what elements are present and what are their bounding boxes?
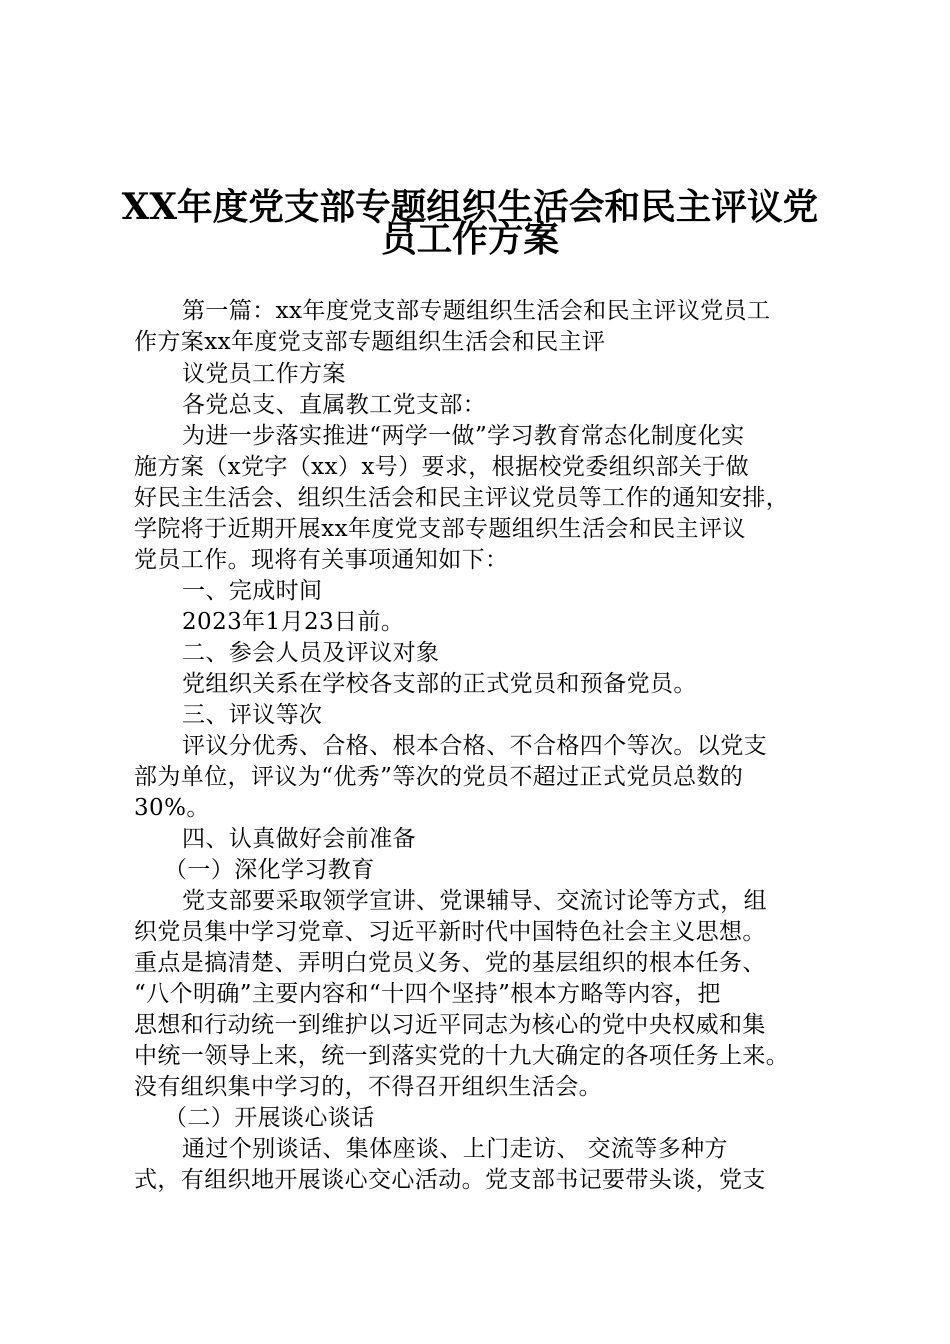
body-line: 学院将于近期开展xx年度党支部专题组织生活会和民主评议: [134, 516, 746, 542]
body-line: 施方案（x党字（xx）x号）要求，根据校党委组织部关于做: [134, 454, 750, 480]
body-line: 30%。: [134, 795, 210, 821]
body-line: 通过个别谈话、集体座谈、上门走访、 交流等多种方: [182, 1136, 728, 1162]
section-heading: 一、完成时间: [182, 578, 323, 604]
body-line: 2023年1月23日前。: [182, 609, 405, 635]
body-line: 部为单位，评议为“优秀”等次的党员不超过正式党员总数的: [134, 764, 744, 790]
body-line: 党支部要采取领学宣讲、党课辅导、交流讨论等方式，组: [182, 888, 767, 914]
section-heading: 三、评议等次: [182, 702, 323, 728]
body-line: 中统一领导上来，统一到落实党的十九大确定的各项任务上来。: [134, 1043, 790, 1069]
section-heading: 二、参会人员及评议对象: [182, 640, 440, 666]
body-line: “八个明确”主要内容和“十四个坚持”根本方略等内容，把: [134, 981, 721, 1007]
body-line: 重点是搞清楚、弄明白党员义务、党的基层组织的根本任务、: [134, 950, 766, 976]
subsection-heading: （一）深化学习教育: [164, 857, 375, 883]
body-line: 作方案xx年度党支部专题组织生活会和民主评: [134, 329, 606, 355]
body-line: 各党总支、直属教工党支部：: [182, 392, 487, 418]
body-line: 党员工作。现将有关事项通知如下：: [134, 547, 509, 573]
document-title-line-1: XX年度党支部专题组织生活会和民主评议党: [121, 186, 819, 228]
section-heading: 四、认真做好会前准备: [182, 826, 416, 852]
body-line: 式，有组织地开展谈心交心活动。党支部书记要带头谈，党支: [134, 1167, 766, 1193]
document-title-line-2: 员工作方案: [380, 218, 560, 260]
body-line: 思想和行动统一到维护以习近平同志为核心的党中央权威和集: [134, 1012, 766, 1038]
body-line: 为进一步落实推进“两学一做”学习教育常态化制度化实: [182, 423, 745, 449]
body-line: 织党员集中学习党章、习近平新时代中国特色社会主义思想。: [134, 919, 766, 945]
body-line: 党组织关系在学校各支部的正式党员和预备党员。: [182, 671, 697, 697]
body-line: 好民主生活会、组织生活会和民主评议党员等工作的通知安排，: [134, 485, 790, 511]
body-line: 评议分优秀、合格、根本合格、不合格四个等次。以党支: [182, 733, 767, 759]
body-line: 议党员工作方案: [182, 361, 346, 387]
body-line: 没有组织集中学习的，不得召开组织生活会。: [134, 1074, 602, 1100]
body-line: 第一篇：xx年度党支部专题组织生活会和民主评议党员工: [182, 298, 771, 324]
subsection-heading: （二）开展谈心谈话: [164, 1105, 375, 1131]
